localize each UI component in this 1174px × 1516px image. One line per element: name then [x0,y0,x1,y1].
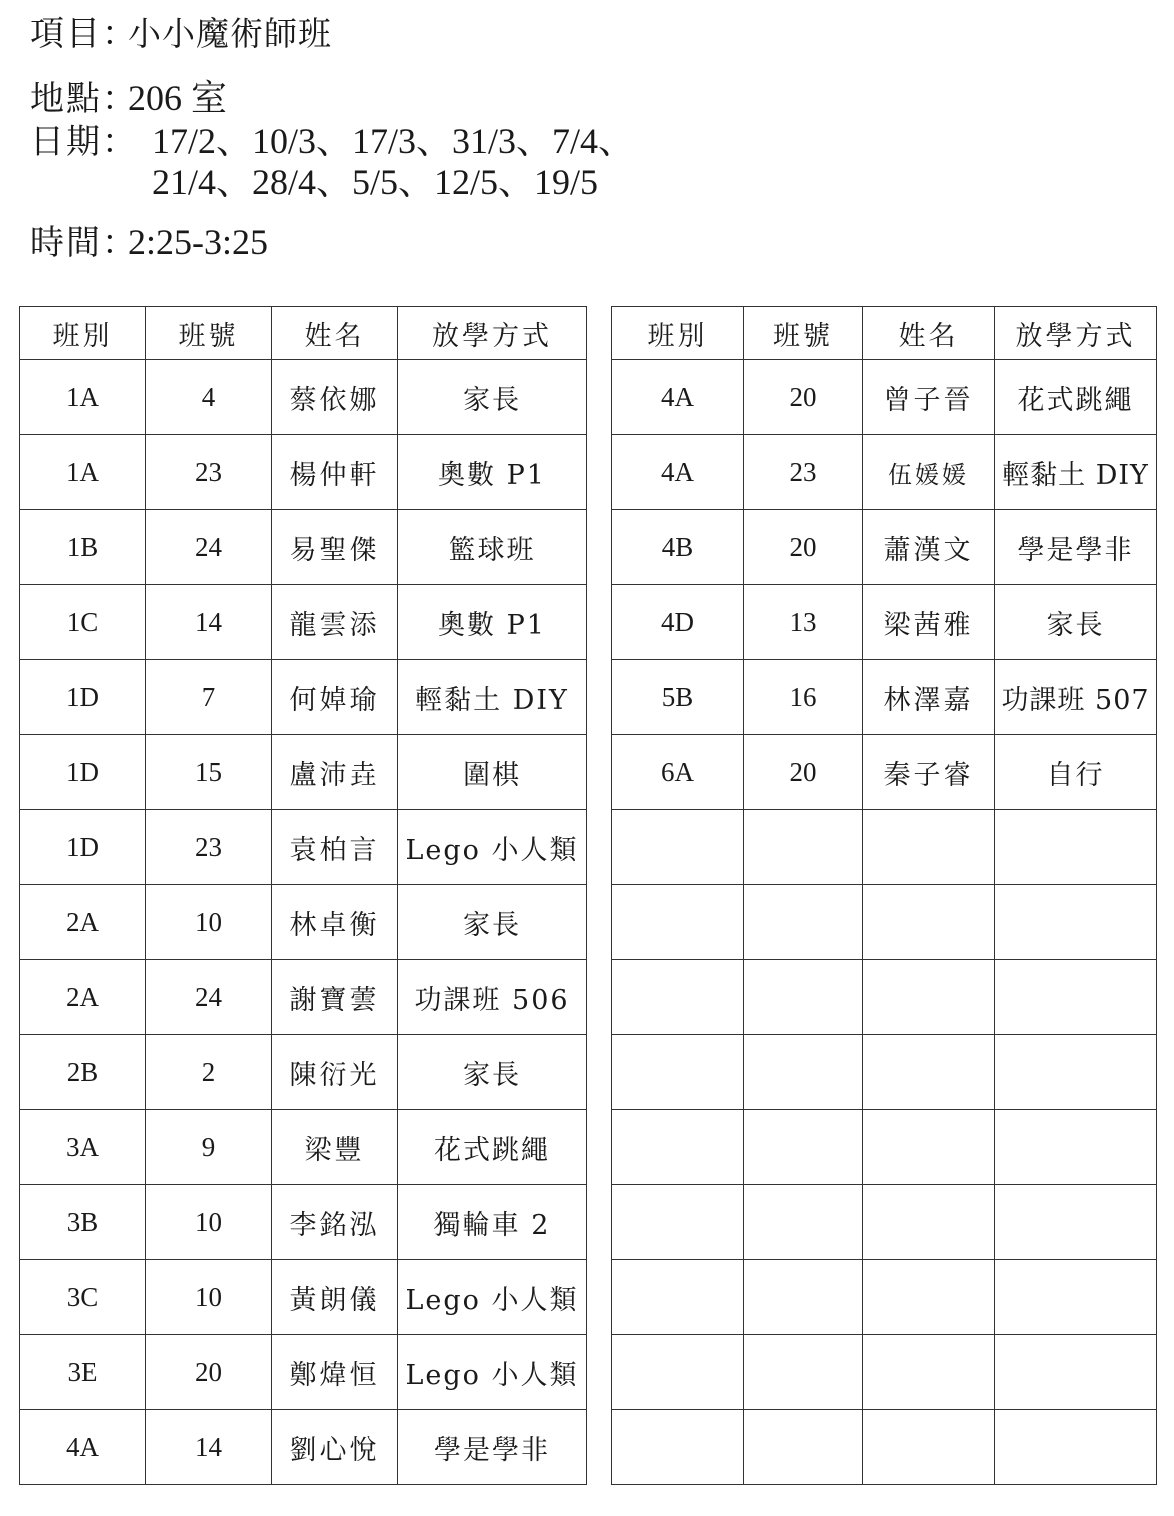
location-line [30,78,227,119]
header-row [612,307,1157,360]
time-colon: ： [102,223,136,263]
method-cell: 圍棋 [398,735,587,810]
method-cell: Lego 小人類 [398,1260,587,1335]
table-row [612,1035,1157,1110]
table-row [20,810,587,885]
name-cell: 易聖傑 [272,510,398,585]
method-cell: 學是學非 [995,510,1157,585]
name-cell: 鄭煒恒 [272,1335,398,1410]
class-cell: 4B [612,510,744,585]
number-cell: 9 [146,1110,272,1185]
name-cell [863,960,995,1035]
name-cell: 袁柏言 [272,810,398,885]
number-cell: 13 [744,585,863,660]
class-cell [612,1110,744,1185]
method-cell [995,885,1157,960]
project-label: 項目 [30,14,102,54]
method-cell: 家長 [995,585,1157,660]
number-cell: 14 [146,585,272,660]
name-cell [863,1260,995,1335]
name-cell: 伍媛媛 [863,435,995,510]
method-cell: Lego 小人類 [398,810,587,885]
location-value: 206 室 [128,78,228,118]
class-cell: 1D [20,810,146,885]
method-cell: 籃球班 [398,510,587,585]
name-cell: 梁豐 [272,1110,398,1185]
method-cell [995,1335,1157,1410]
number-cell [744,810,863,885]
number-cell: 23 [744,435,863,510]
number-cell: 20 [744,510,863,585]
class-cell: 1C [20,585,146,660]
table-row [20,1410,587,1485]
table-row [20,1110,587,1185]
table-row [20,960,587,1035]
number-cell [744,1260,863,1335]
method-cell: 學是學非 [398,1410,587,1485]
method-cell: 奧數 P1 [398,435,587,510]
table-row [612,735,1157,810]
table-row [20,1260,587,1335]
name-cell [863,1185,995,1260]
table-row [20,510,587,585]
table-row [612,1335,1157,1410]
name-cell [863,810,995,885]
table-row [612,1260,1157,1335]
class-cell [612,960,744,1035]
name-cell: 秦子睿 [863,735,995,810]
method-cell: 家長 [398,360,587,435]
table-row [612,885,1157,960]
name-cell: 楊仲軒 [272,435,398,510]
number-cell: 16 [744,660,863,735]
name-cell [863,1410,995,1485]
name-cell: 謝寶蕓 [272,960,398,1035]
class-cell: 3E [20,1335,146,1410]
number-cell: 20 [744,735,863,810]
roster-table-left [19,306,587,1485]
number-cell: 4 [146,360,272,435]
project-value: 小小魔術師班 [128,14,332,53]
number-cell: 14 [146,1410,272,1485]
method-cell: 功課班 506 [398,960,587,1035]
name-cell: 林卓衡 [272,885,398,960]
method-cell [995,1260,1157,1335]
number-cell: 23 [146,810,272,885]
class-cell [612,885,744,960]
number-cell [744,1410,863,1485]
header-method: 放學方式 [995,307,1157,360]
name-cell: 黃朗儀 [272,1260,398,1335]
dates-label: 日期 [30,122,102,162]
class-cell: 3C [20,1260,146,1335]
method-cell: 花式跳繩 [398,1110,587,1185]
number-cell [744,960,863,1035]
number-cell: 23 [146,435,272,510]
table-row [612,510,1157,585]
number-cell: 10 [146,885,272,960]
number-cell [744,1035,863,1110]
class-cell: 6A [612,735,744,810]
table-row [612,960,1157,1035]
method-cell: Lego 小人類 [398,1335,587,1410]
table-row [20,660,587,735]
name-cell: 曾子晉 [863,360,995,435]
header-class: 班別 [20,307,146,360]
class-cell: 1A [20,435,146,510]
class-cell: 3B [20,1185,146,1260]
method-cell: 獨輪車 2 [398,1185,587,1260]
number-cell: 20 [744,360,863,435]
method-cell: 花式跳繩 [995,360,1157,435]
table-row [612,360,1157,435]
name-cell: 盧沛垚 [272,735,398,810]
method-cell [995,1410,1157,1485]
name-cell [863,1110,995,1185]
method-cell: 家長 [398,1035,587,1110]
table-row [20,735,587,810]
class-cell: 1D [20,660,146,735]
name-cell: 蔡依娜 [272,360,398,435]
class-cell: 1B [20,510,146,585]
method-cell [995,960,1157,1035]
header-name: 姓名 [863,307,995,360]
number-cell: 24 [146,960,272,1035]
number-cell [744,885,863,960]
class-cell: 3A [20,1110,146,1185]
dates-colon: ： [102,122,136,162]
name-cell: 梁茜雅 [863,585,995,660]
table-row [20,1335,587,1410]
method-cell: 輕黏土 DIY [398,660,587,735]
table-row [20,1035,587,1110]
class-cell [612,810,744,885]
header-number: 班號 [744,307,863,360]
table-row [612,435,1157,510]
method-cell: 功課班 507 [995,660,1157,735]
number-cell: 2 [146,1035,272,1110]
method-cell [995,1110,1157,1185]
method-cell [995,810,1157,885]
table-row [612,660,1157,735]
name-cell [863,885,995,960]
class-cell: 5B [612,660,744,735]
name-cell: 龍雲添 [272,585,398,660]
name-cell: 劉心悅 [272,1410,398,1485]
class-cell: 4D [612,585,744,660]
class-cell [612,1260,744,1335]
name-cell: 林澤嘉 [863,660,995,735]
number-cell: 7 [146,660,272,735]
number-cell [744,1110,863,1185]
method-cell: 家長 [398,885,587,960]
class-cell: 1D [20,735,146,810]
class-cell: 2A [20,885,146,960]
number-cell: 10 [146,1260,272,1335]
table-row [20,360,587,435]
location-colon: ： [102,79,136,119]
method-cell: 自行 [995,735,1157,810]
number-cell: 24 [146,510,272,585]
header-method: 放學方式 [398,307,587,360]
table-row [20,585,587,660]
table-row [20,435,587,510]
number-cell [744,1335,863,1410]
table-row [612,1185,1157,1260]
class-cell: 4A [612,360,744,435]
name-cell: 何婥瑜 [272,660,398,735]
method-cell: 輕黏土 DIY [995,435,1157,510]
method-cell: 奧數 P1 [398,585,587,660]
class-cell [612,1035,744,1110]
project-colon: ： [102,14,136,54]
name-cell [863,1035,995,1110]
project-line [30,14,332,54]
dates-line [30,122,136,162]
roster-table-right [611,306,1157,1485]
class-cell [612,1185,744,1260]
dates-line-1: 17/2、10/3、17/3、31/3、7/4、 [152,121,635,161]
class-cell: 2A [20,960,146,1035]
method-cell [995,1035,1157,1110]
table-row [20,1185,587,1260]
header-class: 班別 [612,307,744,360]
number-cell: 20 [146,1335,272,1410]
header-row [20,307,587,360]
number-cell [744,1185,863,1260]
header-number: 班號 [146,307,272,360]
number-cell: 15 [146,735,272,810]
name-cell: 李銘泓 [272,1185,398,1260]
table-row [612,810,1157,885]
class-cell: 4A [20,1410,146,1485]
table-row [20,885,587,960]
name-cell [863,1335,995,1410]
table-row [612,1110,1157,1185]
table-row [612,1410,1157,1485]
class-cell [612,1410,744,1485]
class-cell: 2B [20,1035,146,1110]
class-cell: 4A [612,435,744,510]
dates-line-2: 21/4、28/4、5/5、12/5、19/5 [152,162,599,202]
header-name: 姓名 [272,307,398,360]
time-line [30,222,268,263]
class-cell: 1A [20,360,146,435]
time-value: 2:25-3:25 [128,222,268,262]
method-cell [995,1185,1157,1260]
table-row [612,585,1157,660]
number-cell: 10 [146,1185,272,1260]
time-label: 時間 [30,223,102,263]
name-cell: 蕭漢文 [863,510,995,585]
location-label: 地點 [30,79,102,119]
name-cell: 陳衍光 [272,1035,398,1110]
class-cell [612,1335,744,1410]
